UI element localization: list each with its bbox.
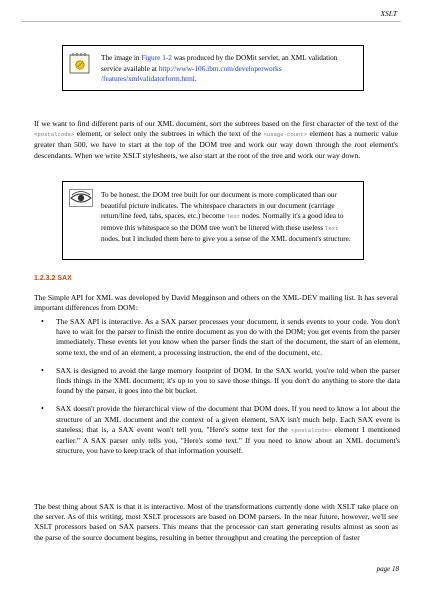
figure-link[interactable]: Figure 1-2	[141, 53, 172, 62]
code-text: Text	[325, 224, 339, 232]
bullet-icon: •	[41, 365, 44, 375]
bullet-icon: •	[41, 404, 44, 414]
list-item: • SAX doesn't provide the hierarchical view of the document that DOM does. If you need to know a lot about the structure of an XML document and the context of a given element, SAX isn't much help. Each SAX event is stateless; that is, a SAX event won't tell you, "Here's some text for the <postalcode> element I mentioned earlier." A SAX parser only tells you, "Here's some text." If you need to know about an XML document's structure, you have to keep track of that information yourself.	[41, 404, 400, 456]
note-pad-icon	[69, 52, 91, 78]
paragraph-dom-navigation: If we want to find different parts of our XML document, sort the subtrees based on the first character of the text of the <postalcode> element, or select only the subtrees in which the text of the <usage-count> element has a numeric value greater than 500, we have to start at the top of the DOM tree and work our way down through the root element's descendants. When we write XSLT stylesheets, we also start at the root of the tree and work our way down.	[34, 119, 398, 160]
validator-url-link[interactable]: http://www-106.ibm.com/developerworks /features/xmlvalidatorform.html	[101, 63, 282, 83]
list-item: • The SAX API is interactive. As a SAX parser processes your document, it sends events to your code. You don't have to wait for the parser to finish the entire document as you do with the DOM; you get events from the parser immediately. These events let you know when the parser finds the start of the document, the start of an element, some text, the end of an element, a processing instruction, the end of the document, etc.	[41, 317, 400, 357]
note-text: To be honest, the DOM tree built for our document is more complicated than our beautiful picture indicates. The whitespace characters in our document (carriage return/line feed, tabs, spaces, etc.) become Text nodes. Normally it's a good idea to remove this whitespace so the DOM tree won't be littered with these useless Text nodes, but I included them here to give you a sense of the XML document's structure.	[101, 190, 351, 243]
code-postalcode: <postalcode>	[291, 426, 332, 434]
page-number: page 18	[376, 565, 399, 573]
code-text: Text	[226, 213, 241, 220]
running-header: XSLT	[380, 9, 397, 18]
eye-icon	[69, 189, 93, 211]
note-text-end: .	[194, 74, 197, 83]
note-box-figure	[62, 45, 364, 91]
note-text-before: The image in	[101, 53, 142, 62]
bullet-list	[41, 317, 400, 464]
code-usage-count: <usage-count>	[263, 131, 308, 139]
note-text	[101, 53, 355, 85]
paragraph-sax-interactive: The best thing about SAX is that it is interactive. Most of the transformations currently done with XSLT take place on the server. As of this writing, most XSLT processors are based on DOM parsers. In the near future, however, we'll see XSLT processors based on SAX parsers. This means that the processor can start generating results almost as soon as the parse of the source document begins, resulting in better throughput and creating the perception of faster	[34, 502, 398, 542]
code-postalcode: <postalcode>	[34, 131, 75, 139]
section-heading: 1.2.3.2 SAX	[34, 275, 72, 282]
list-item: • SAX is designed to avoid the large memory footprint of DOM. In the SAX world, you're told when the parser finds things in the XML document; it's up to you to save those things. If you don't do anything to store the data found by the parser, it goes into the bit bucket.	[41, 365, 400, 396]
note-box-whitespace	[62, 181, 364, 260]
paragraph-sax-intro: The Simple API for XML was developed by David Megginson and others on the XML-DEV mailing list. It has several important differences from DOM:	[34, 293, 398, 313]
bullet-icon: •	[41, 317, 44, 326]
header-rule	[22, 21, 401, 22]
note-text-after: was produced by the DOMit servlet, an XML validation service available at	[101, 53, 338, 73]
